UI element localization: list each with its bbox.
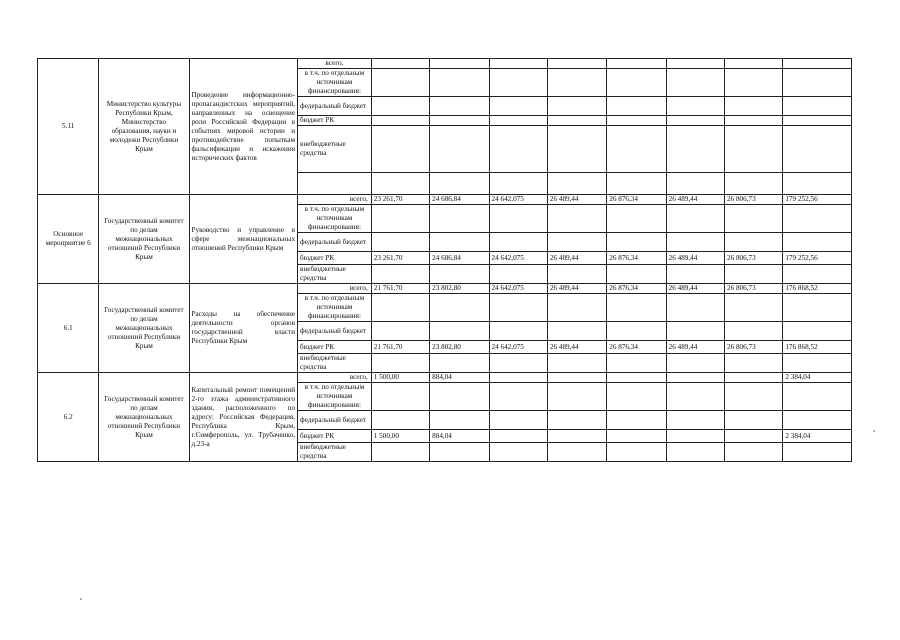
value-cell: 26 876,34 <box>607 195 666 205</box>
value-cell: 1 500,00 <box>371 430 429 443</box>
value-cell: 24 642,075 <box>489 284 547 294</box>
source-offbudget: внебюджетные средства <box>298 354 372 373</box>
value-cell: 1 500,00 <box>371 373 429 383</box>
value-cell: 2 384,04 <box>783 373 852 383</box>
value-cell: 23 802,80 <box>430 284 489 294</box>
value-cell: 176 868,52 <box>783 284 852 294</box>
value-cell: 26 876,34 <box>607 341 666 354</box>
value-cell: 21 761,70 <box>371 284 429 294</box>
budget-table <box>37 58 852 462</box>
value-cell: 26 489,44 <box>547 341 606 354</box>
executor-cell: Государственный комитет по делам межнациональных отношений Республики Крым <box>99 195 189 284</box>
source-total: всего, <box>298 284 372 294</box>
value-cell <box>547 430 606 443</box>
table-row <box>38 373 852 383</box>
measure-title: Руководство и управление в сфере межнациональных отношений Республики Крым <box>189 195 298 284</box>
value-cell <box>666 373 724 383</box>
row-number: 5.11 <box>38 59 99 195</box>
value-cell: 884,04 <box>430 373 489 383</box>
source-federal: федеральный бюджет <box>298 97 372 116</box>
value-cell: 24 642,075 <box>489 341 547 354</box>
source-offbudget: внебюджетные средства <box>298 443 372 462</box>
value-cell <box>547 373 606 383</box>
measure-title: Расходы на обеспечение деятельности органов государственной власти Республики Крым <box>189 284 298 373</box>
value-cell <box>666 430 724 443</box>
value-cell <box>489 373 547 383</box>
value-cell: 23 261,70 <box>371 252 429 265</box>
value-cell <box>489 430 547 443</box>
value-cell: 179 252,56 <box>783 195 852 205</box>
executor-cell: Министерство культуры Республики Крым, Министерство образования, науки и молодежи Республики Крым <box>99 59 189 195</box>
source-breakdown: в т.ч. по отдельным источникам финансирования: <box>298 294 372 322</box>
source-rk: бюджет РК <box>298 116 372 126</box>
value-cell: 26 489,44 <box>666 284 724 294</box>
value-cell: 26 489,44 <box>547 195 606 205</box>
value-cell: 179 252,56 <box>783 252 852 265</box>
source-rk: бюджет РК <box>298 430 372 443</box>
row-number: 6.1 <box>38 284 99 373</box>
scan-speck <box>80 598 82 600</box>
value-cell: 26 489,44 <box>666 195 724 205</box>
value-cell <box>724 430 782 443</box>
source-breakdown: в т.ч. по отдельным источникам финансирования: <box>298 69 372 97</box>
source-federal: федеральный бюджет <box>298 411 372 430</box>
value-cell: 21 761,70 <box>371 341 429 354</box>
table-row <box>38 195 852 205</box>
row-number: Основное мероприятие 6 <box>38 195 99 284</box>
measure-title: Капитальный ремонт помещений 2-го этажа административного здания, расположенного по адресу: Российская Федерация, Республика Крым, г.Симферополь, ул. Трубаченко, д.23-а <box>189 373 298 462</box>
value-cell <box>607 373 666 383</box>
value-cell: 26 489,44 <box>547 284 606 294</box>
source-federal: федеральный бюджет <box>298 233 372 252</box>
value-cell: 24 642,075 <box>489 195 547 205</box>
source-offbudget: внебюджетные средства <box>298 265 372 284</box>
source-rk: бюджет РК <box>298 341 372 354</box>
value-cell: 24 686,84 <box>430 252 489 265</box>
value-cell: 2 384,04 <box>783 430 852 443</box>
value-cell: 23 261,70 <box>371 195 429 205</box>
value-cell: 23 802,80 <box>430 341 489 354</box>
value-cell: 26 806,73 <box>724 341 782 354</box>
table-row <box>38 284 852 294</box>
value-cell: 26 806,73 <box>724 252 782 265</box>
source-breakdown: в т.ч. по отдельным источникам финансирования: <box>298 383 372 411</box>
value-cell: 26 876,34 <box>607 252 666 265</box>
value-cell: 24 642,075 <box>489 252 547 265</box>
value-cell <box>724 373 782 383</box>
source-total: всего, <box>298 373 372 383</box>
value-cell: 176 868,52 <box>783 341 852 354</box>
value-cell <box>607 430 666 443</box>
source-rk: бюджет РК <box>298 252 372 265</box>
source-offbudget: внебюджетные средства <box>298 126 372 173</box>
source-total: всего, <box>298 195 372 205</box>
value-cell: 26 489,44 <box>547 252 606 265</box>
value-cell: 26 806,73 <box>724 284 782 294</box>
value-cell: 26 489,44 <box>666 341 724 354</box>
measure-title: Проведение информационно-пропагандистских мероприятий, направленных на освещение роли Российской Федерации в событиях мировой истории и противодействие попыткам фальсификации и искажения исторических фактов <box>189 59 298 195</box>
value-cell: 26 806,73 <box>724 195 782 205</box>
source-federal: федеральный бюджет <box>298 322 372 341</box>
executor-cell: Государственный комитет по делам межнациональных отношений Республики Крым <box>99 284 189 373</box>
table-row <box>38 59 852 69</box>
value-cell: 884,04 <box>430 430 489 443</box>
value-cell: 26 876,34 <box>607 284 666 294</box>
value-cell: 24 686,84 <box>430 195 489 205</box>
value-cell: 26 489,44 <box>666 252 724 265</box>
executor-cell: Государственный комитет по делам межнациональных отношений Республики Крым <box>99 373 189 462</box>
row-number: 6.2 <box>38 373 99 462</box>
source-breakdown: в т.ч. по отдельным источникам финансирования: <box>298 205 372 233</box>
source-total: всего, <box>298 59 372 69</box>
scan-speck <box>873 430 875 432</box>
